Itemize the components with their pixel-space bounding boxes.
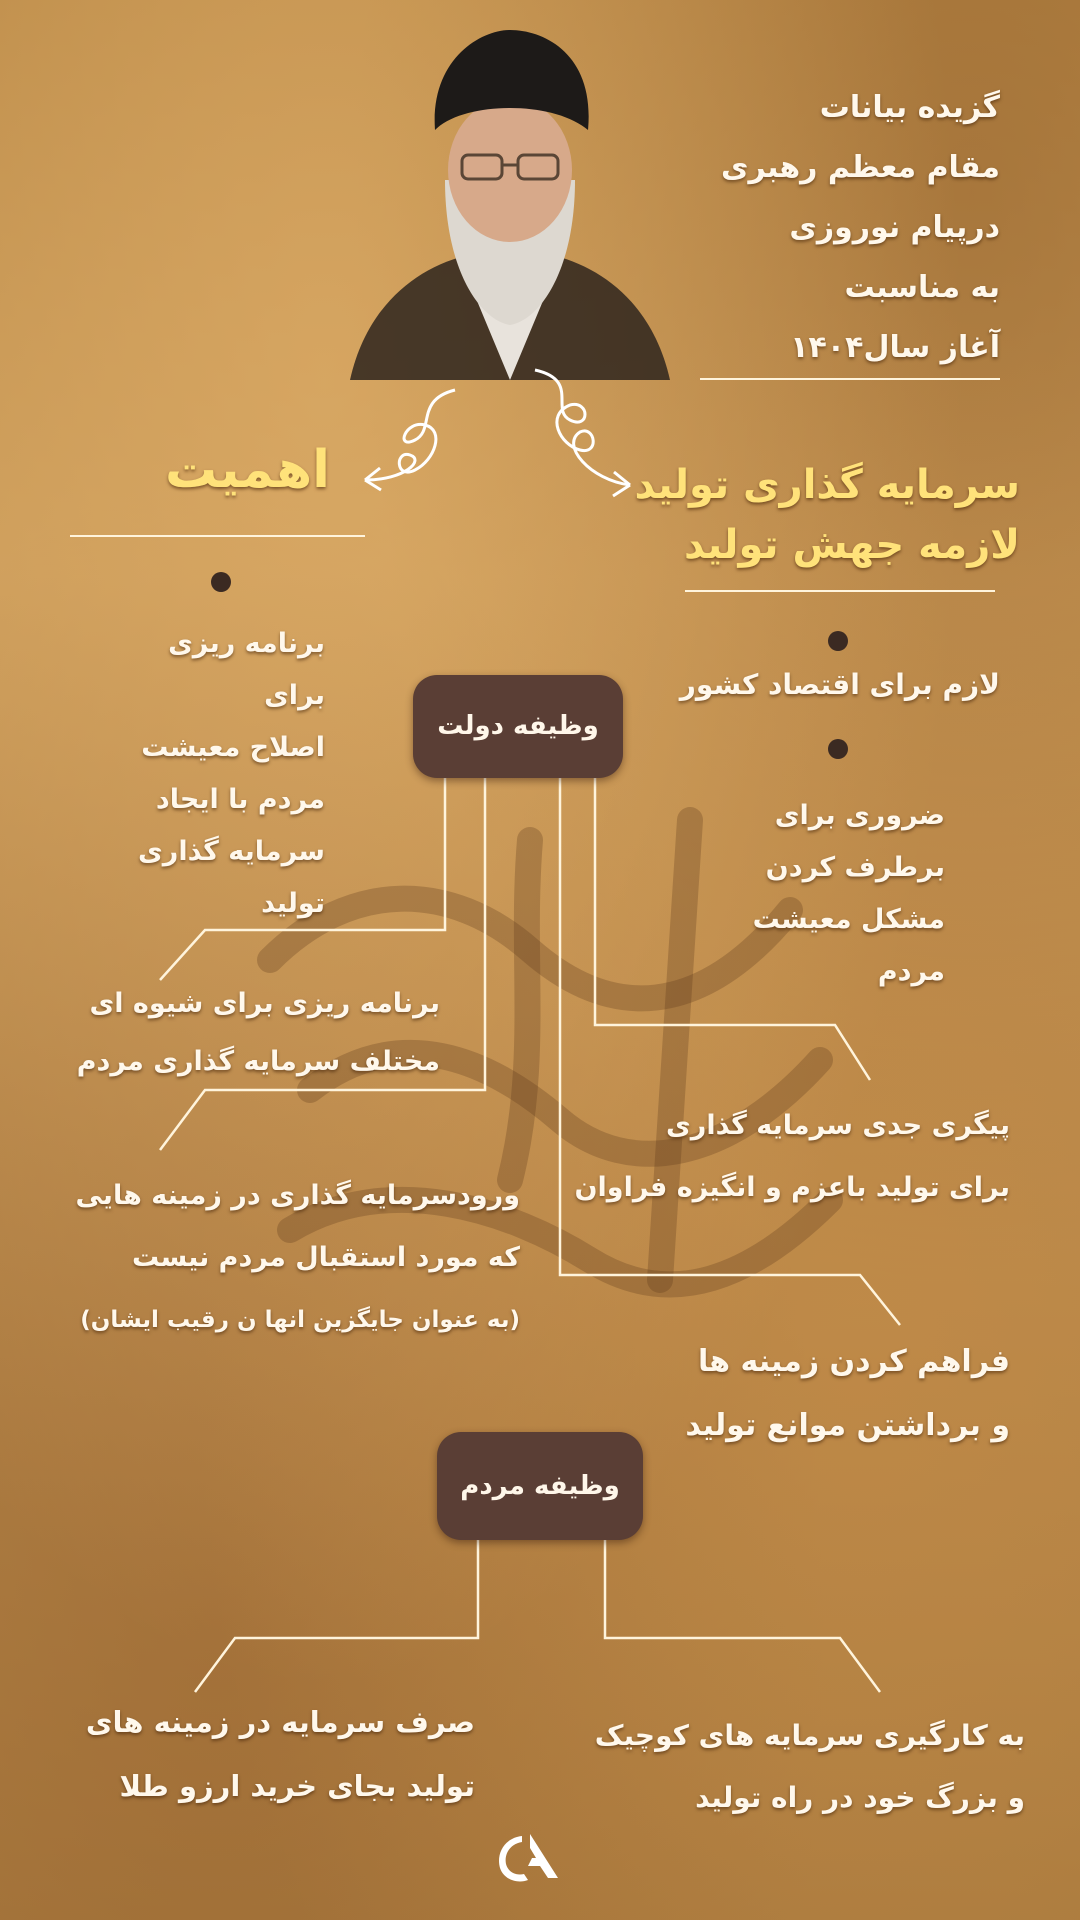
government-duty-item <box>610 1330 1010 1458</box>
text-line: صرف سرمایه در زمینه های <box>85 1705 475 1739</box>
bullet-dot <box>828 631 848 651</box>
text-line: و برداشتن موانع تولید <box>685 1408 1010 1443</box>
header-line-2: مقام معظم رهبری <box>720 150 1000 185</box>
text-line: ضروری برای <box>774 800 945 831</box>
investment-title <box>600 455 1020 575</box>
text-line: به کارگیری سرمایه های کوچیک <box>594 1719 1025 1752</box>
investment-point <box>620 668 1000 701</box>
header-line-5: آغاز سال۱۴۰۴ <box>790 330 1000 365</box>
text-line: تولید بجای خرید ارزو طلا <box>119 1769 475 1803</box>
importance-title: اهمیت <box>164 440 330 500</box>
divider <box>685 590 995 592</box>
investment-title-line-2: لازمه جهش تولید <box>683 522 1020 568</box>
text-line: پیگری جدی سرمایه گذاری <box>666 1110 1010 1141</box>
logo-icon <box>492 1828 564 1888</box>
header-line-3: درپیام نوروزی <box>789 210 1000 245</box>
header-line-1: گزیده بیانات <box>819 90 1000 125</box>
government-duty-item <box>550 1095 1010 1219</box>
text-line: برای تولید باعزم و انگیزه فراوان <box>574 1172 1010 1203</box>
divider <box>700 378 1000 380</box>
text-line: فراهم کردن زمینه ها <box>698 1344 1010 1379</box>
text-line: برنامه ریزی برای <box>168 628 325 711</box>
portrait-image <box>330 20 690 380</box>
header-title <box>700 78 1000 378</box>
header-line-4: به مناسبت <box>844 270 1000 305</box>
text-line: اصلاح معیشت <box>141 732 325 763</box>
people-duty-box: وظیفه مردم <box>437 1432 643 1540</box>
text-line: سرمایه گذاری <box>138 836 325 867</box>
text-line: لازم برای اقتصاد کشور <box>679 668 1000 701</box>
text-line: که مورد استقبال مردم نیست <box>132 1242 520 1273</box>
text-line: مردم <box>877 956 945 987</box>
text-line: برطرف کردن <box>765 852 945 883</box>
investment-title-line-1: سرمایه گذاری تولید <box>634 462 1020 508</box>
swirl-arrow-icon <box>355 380 465 500</box>
text-line: مشکل معیشت <box>752 904 945 935</box>
text-line: مردم با ایجاد <box>155 784 325 815</box>
divider <box>70 535 365 537</box>
government-duty-box: وظیفه دولت <box>413 675 623 778</box>
text-line: و بزرگ خود در راه تولید <box>695 1781 1025 1814</box>
text-line: ورودسرمایه گذاری در زمینه هایی <box>75 1180 520 1211</box>
people-duty-item <box>55 1690 475 1818</box>
importance-point <box>110 618 325 930</box>
investment-point <box>685 790 945 998</box>
text-line: برنامه ریزی برای شیوه ای <box>89 988 440 1019</box>
bullet-dot <box>828 739 848 759</box>
text-line: (به عنوان جایگزین انها ن رقیب ایشان) <box>80 1307 520 1333</box>
government-duty-item <box>40 1165 520 1351</box>
text-line: تولید <box>261 888 325 919</box>
government-duty-item <box>40 975 440 1091</box>
bullet-dot <box>211 572 231 592</box>
text-line: مختلف سرمایه گذاری مردم <box>76 1046 440 1077</box>
people-duty-item <box>545 1705 1025 1829</box>
